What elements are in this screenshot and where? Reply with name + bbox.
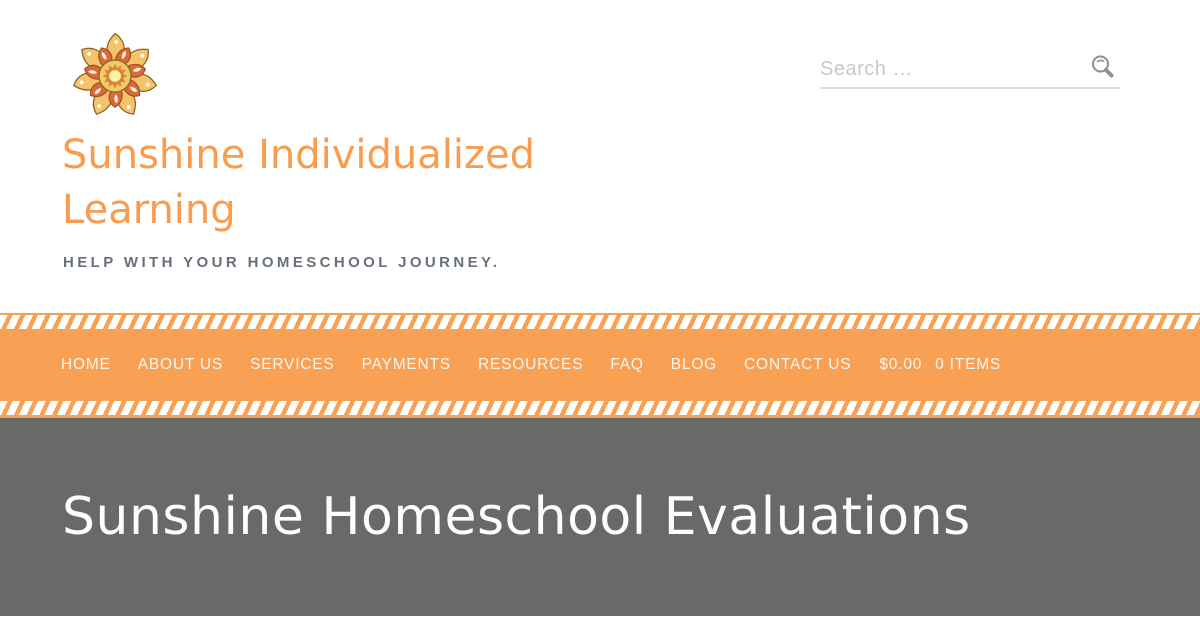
nav-item-contact-us[interactable]: CONTACT US [744, 356, 852, 373]
nav-item-payments[interactable]: PAYMENTS [361, 356, 451, 373]
footer-strip [0, 616, 1200, 628]
search-input[interactable] [820, 58, 1088, 81]
site-title-line1: Sunshine Individualized [62, 132, 535, 178]
nav-item-faq[interactable]: FAQ [610, 356, 644, 373]
page-title: Sunshine Homeschool Evaluations [62, 487, 971, 547]
cart-item-count: 0 ITEMS [935, 356, 1002, 373]
rope-border-bottom [0, 401, 1200, 415]
site-title-line2: Learning [62, 187, 236, 233]
cart-link[interactable] [879, 356, 1001, 374]
search-button[interactable] [1088, 53, 1120, 87]
nav-row [0, 329, 1200, 401]
site-logo[interactable] [60, 28, 170, 124]
nav-item-resources[interactable]: RESOURCES [477, 356, 584, 373]
nav-item-blog[interactable]: BLOG [670, 356, 718, 373]
nav-item-home[interactable]: HOME [61, 356, 111, 373]
site-header [0, 0, 1200, 313]
rope-border-top [0, 315, 1200, 329]
sun-icon [60, 28, 170, 124]
site-tagline: HELP WITH YOUR HOMESCHOOL JOURNEY. [63, 254, 501, 271]
magnifier-icon [1088, 53, 1118, 83]
nav-item-about-us[interactable]: ABOUT US [137, 356, 224, 373]
page-title-band [0, 418, 1200, 616]
nav-item-services[interactable]: SERVICES [250, 356, 335, 373]
site-title-link[interactable] [62, 128, 622, 238]
cart-amount: $0.00 [879, 356, 923, 373]
header-search-form [820, 52, 1120, 89]
main-navigation [0, 313, 1200, 418]
